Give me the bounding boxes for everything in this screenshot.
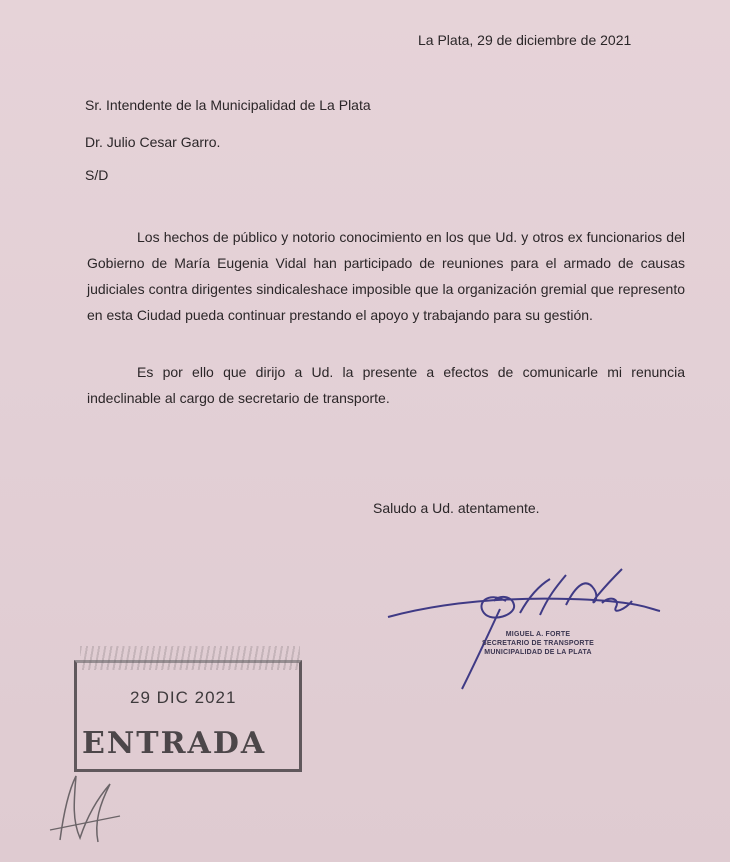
reception-stamp bbox=[74, 660, 300, 772]
handwritten-signature bbox=[380, 565, 670, 695]
place-date: La Plata, 29 de diciembre de 2021 bbox=[418, 32, 632, 48]
recipient-line-1: Sr. Intendente de la Municipalidad de La Plata bbox=[85, 97, 371, 113]
body-paragraph-2: Es por ello que dirijo a Ud. la presente a efectos de comunicarle mi renuncia indeclinable al cargo de secretario de transporte. bbox=[87, 364, 685, 406]
signatory-title: SECRETARIO DE TRANSPORTE bbox=[481, 640, 594, 647]
signatory-name: MIGUEL A. FORTE bbox=[505, 631, 571, 638]
recipient-line-3: S/D bbox=[85, 167, 109, 183]
closing-salutation: Saludo a Ud. atentamente. bbox=[373, 500, 540, 516]
stamp-smudge bbox=[80, 646, 300, 670]
stamp-word: ENTRADA bbox=[82, 726, 267, 761]
recipient-line-2: Dr. Julio Cesar Garro. bbox=[85, 134, 221, 150]
body-paragraph-1: Los hechos de público y notorio conocimiento en los que Ud. y otros ex funcionarios del Gobierno de María Eugenia Vidal han participado de reuniones para el armado de causas judiciales contra dirigentes sindicaleshace imposible que la organización gremial que represento en esta Ciudad pueda continuar prestando el apoyo y trabajando para su gestión. bbox=[87, 229, 685, 323]
signatory-office: MUNICIPALIDAD DE LA PLATA bbox=[484, 649, 592, 656]
signature-block bbox=[380, 565, 670, 695]
stamp-date: 29 DIC 2021 bbox=[130, 688, 237, 707]
initials-scribble bbox=[40, 770, 130, 850]
